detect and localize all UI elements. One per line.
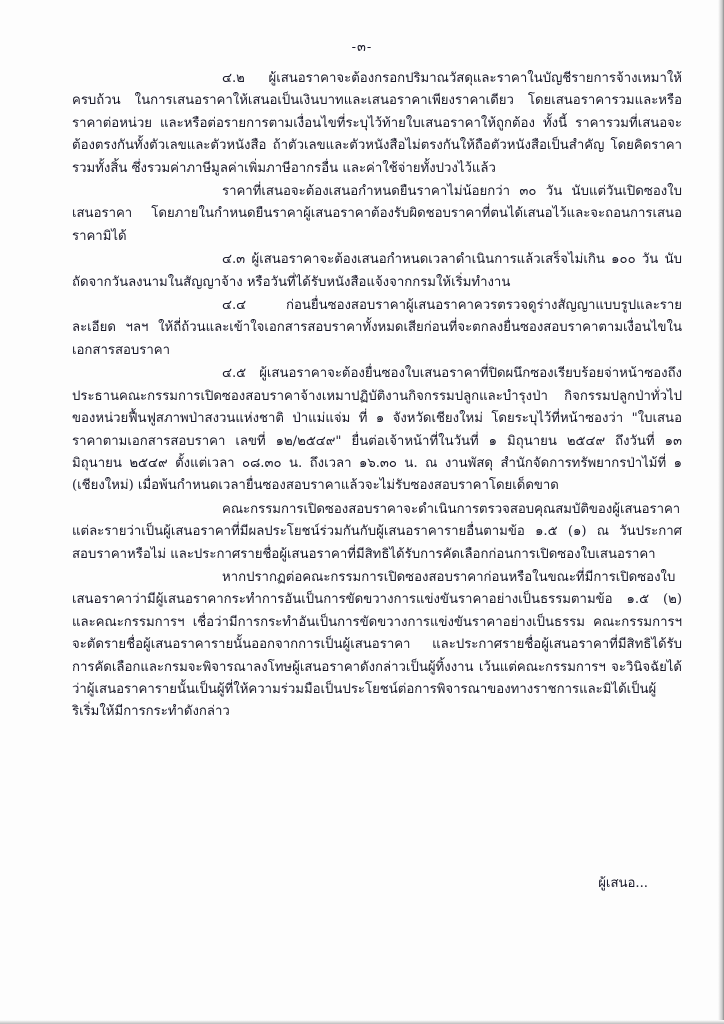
paragraph-obstruction: หากปรากฏต่อคณะกรรมการเปิดซองสอบราคาก่อนหรือในขณะที่มีการเปิดซองใบเสนอราคาว่ามีผู้เสนอราคากระทำการอันเป็นการขัดขวางการแข่งขันราคาอย่างเป็นธรรมตามข้อ ๑.๕ (๒) และคณะกรรมการฯ เชื่อว่ามีการกระทำอันเป็นการขัดขวางการแข่งขันราคาอย่างเป็นธรรม คณะกรรมการฯ จะตัดรายชื่อผู้เสนอราคารายนั้นออกจากการเป็นผู้เสนอราคา และประกาศรายชื่อผู้เสนอราคาที่มีสิทธิได้รับการคัดเลือกและกรมจะพิจารณาลงโทษผู้เสนอราคาดังกล่าวเป็นผู้ทิ้งงาน เว้นแต่คณะกรรมการฯ จะวินิจฉัยได้ว่าผู้เสนอราคารายนั้นเป็นผู้ที่ให้ความร่วมมือเป็นประโยชน์ต่อการพิจารณาของทางราชการและมิได้เป็นผู้ริเริ่มให้มีการกระทำดังกล่าว bbox=[72, 569, 682, 720]
scan-edge-right bbox=[718, 0, 724, 1024]
paragraph-4-3: ๔.๓ ผู้เสนอราคาจะต้องเสนอกำหนดเวลาดำเนินการแล้วเสร็จไม่เกิน ๑๐๐ วัน นับถัดจากวันลงนามในสัญญาจ้าง หรือวันที่ได้รับหนังสือแจ้งจากกรมให้เริ่มทำงาน bbox=[72, 252, 682, 290]
paragraph-4-4: ๔.๔ ก่อนยื่นซองสอบราคาผู้เสนอราคาควรตรวจดูร่างสัญญาแบบรูปและรายละเอียด ฯลฯ ให้ถี่ถ้วนและเข้าใจเอกสารสอบราคาทั้งหมดเสียก่อนที่จะตกลงยื่นซองสอบราคาตามเงื่อนไขในเอกสารสอบราคา bbox=[72, 298, 682, 358]
paragraph-committee-check: คณะกรรมการเปิดซองสอบราคาจะดำเนินการตรวจสอบคุณสมบัติของผู้เสนอราคาแต่ละรายว่าเป็นผู้เสนอราคาที่มีผลประโยชน์ร่วมกันกับผู้เสนอราคารายอื่นตามข้อ ๑.๕ (๑) ณ วันประกาศสอบราคาหรือไม่ และประกาศรายชื่อผู้เสนอราคาที่มีสิทธิได้รับการคัดเลือกก่อนการเปิดซองใบเสนอราคา bbox=[72, 501, 682, 562]
paragraph-4-5: ๔.๕ ผู้เสนอราคาจะต้องยื่นซองใบเสนอราคาที่ปิดผนึกซองเรียบร้อยจ่าหน้าซองถึงประธานคณะกรรมการเปิดซองสอบราคาจ้างเหมาปฏิบัติงานกิจกรรมปลูกและบำรุงป่า กิจกรรมปลูกป่าทั่วไปของหน่วยฟื้นฟูสภาพป่าสงวนแห่งชาติ ป่าแม่แจ่ม ที่ ๑ จังหวัดเชียงใหม่ โดยระบุไว้ที่หน้าซองว่า "ใบเสนอราคาตามเอกสารสอบราคา เลขที่ ๑๒/๒๕๔๙" ยื่นต่อเจ้าหน้าที่ในวันที่ ๑ มิถุนายน ๒๕๔๙ ถึงวันที่ ๑๓ มิถุนายน ๒๕๔๙ ตั้งแต่เวลา ๐๘.๓๐ น. ถึงเวลา ๑๖.๓๐ น. ณ งานพัสดุ สำนักจัดการทรัพยากรป่าไม้ที่ ๑ (เชียงใหม่) เมื่อพ้นกำหนดเวลายื่นซองสอบราคาแล้วจะไม่รับซองสอบราคาโดยเด็ดขาด bbox=[72, 366, 682, 494]
scan-edge-bottom bbox=[0, 1020, 724, 1024]
paragraph-price-validity: ราคาที่เสนอจะต้องเสนอกำหนดยืนราคาไม่น้อยกว่า ๓๐ วัน นับแต่วันเปิดซองใบเสนอราคา โดยภายในกำหนดยืนราคาผู้เสนอราคาต้องรับผิดชอบราคาที่ตนได้เสนอไว้และจะถอนการเสนอราคามิได้ bbox=[72, 184, 682, 244]
continuation-text: ผู้เสนอ... bbox=[598, 876, 648, 891]
page-number: -๓- bbox=[351, 40, 373, 55]
paragraph-4-2: ๔.๒ ผู้เสนอราคาจะต้องกรอกปริมาณวัสดุและราคาในบัญชีรายการจ้างเหมาให้ครบถ้วน ในการเสนอราคาให้เสนอเป็นเงินบาทและเสนอราคาเพียงราคาเดียว โดยเสนอราคารวมและหรือราคาต่อหน่วย และหรือต่อรายการตามเงื่อนไขที่ระบุไว้ท้ายใบเสนอราคาให้ถูกต้อง ทั้งนี้ ราคารวมที่เสนอจะต้องตรงกันทั้งตัวเลขและตัวหนังสือ ถ้าตัวเลขและตัวหนังสือไม่ตรงกันให้ถือตัวหนังสือเป็นสำคัญ โดยคิดราคารวมทั้งสิ้น ซึ่งรวมค่าภาษีมูลค่าเพิ่มภาษีอากรอื่น และค่าใช้จ่ายทั้งปวงไว้แล้ว bbox=[72, 71, 682, 176]
document-body bbox=[72, 68, 682, 724]
